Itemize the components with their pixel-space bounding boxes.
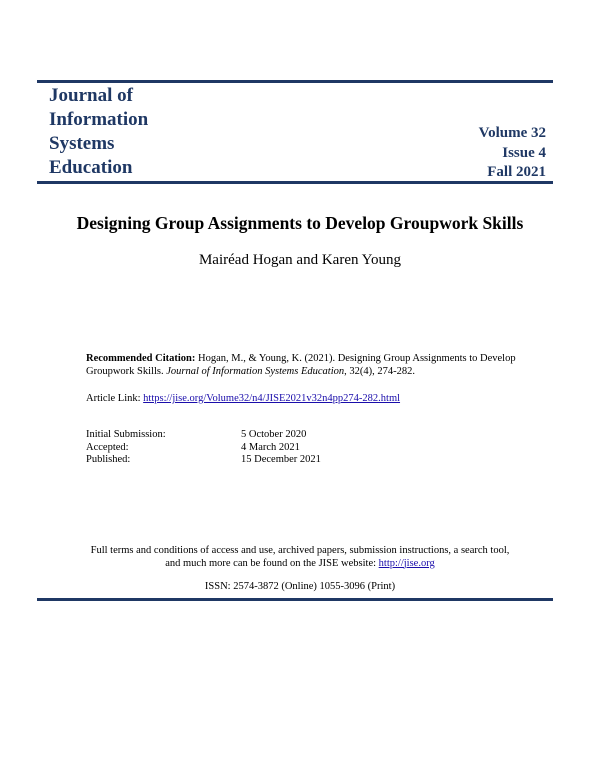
journal-name-line: Journal of xyxy=(49,85,133,106)
journal-name xyxy=(49,84,148,180)
date-value: 4 March 2021 xyxy=(241,441,300,453)
citation-text: Hogan, M., & Young, K. (2021). Designing Group Assignments to Develop Groupwork Skills. xyxy=(86,353,516,377)
authors: Mairéad Hogan and Karen Young xyxy=(198,252,402,268)
header-bottom-rule xyxy=(37,181,553,184)
season: Fall 2021 xyxy=(487,164,546,180)
citation-journal: Journal of Information Systems Education xyxy=(166,366,345,377)
citation-label: Recommended Citation: xyxy=(86,353,196,364)
issn: ISSN: 2574-3872 (Online) 1055-3096 (Print) xyxy=(204,581,396,592)
issue-info xyxy=(479,124,546,183)
issue-number: Issue 4 xyxy=(502,144,546,161)
article-link[interactable]: https://jise.org/Volume32/n4/JISE2021v32n4pp274-282.html xyxy=(143,393,401,404)
date-value: 5 October 2020 xyxy=(241,429,307,440)
volume: Volume 32 xyxy=(478,125,546,141)
journal-name-line: Information xyxy=(49,109,149,130)
date-label: Published: xyxy=(86,454,131,465)
date-label: Accepted: xyxy=(86,441,129,453)
date-label: Initial Submission: xyxy=(86,429,166,440)
terms-line: Full terms and conditions of access and use, archived papers, submission instructions, a search tool, xyxy=(90,545,510,556)
date-row xyxy=(86,454,321,467)
citation-volume: , 32(4), 274-282. xyxy=(344,366,415,377)
terms-text: and much more can be found on the JISE website: xyxy=(165,557,379,569)
submission-dates xyxy=(86,429,321,467)
top-rule xyxy=(37,80,553,83)
date-row xyxy=(86,429,321,442)
paper-title: Designing Group Assignments to Develop Groupwork Skills xyxy=(76,213,524,233)
bottom-rule xyxy=(37,598,553,601)
terms-line xyxy=(0,558,600,571)
date-row xyxy=(86,442,321,455)
terms-notice xyxy=(0,545,600,570)
journal-name-line: Systems xyxy=(49,133,115,154)
article-link-line xyxy=(86,392,400,405)
article-link-label: Article Link: xyxy=(86,393,144,404)
journal-name-line: Education xyxy=(49,157,133,178)
recommended-citation xyxy=(86,352,526,378)
date-value: 15 December 2021 xyxy=(241,454,321,465)
jise-website-link[interactable]: http://jise.org xyxy=(378,557,435,569)
